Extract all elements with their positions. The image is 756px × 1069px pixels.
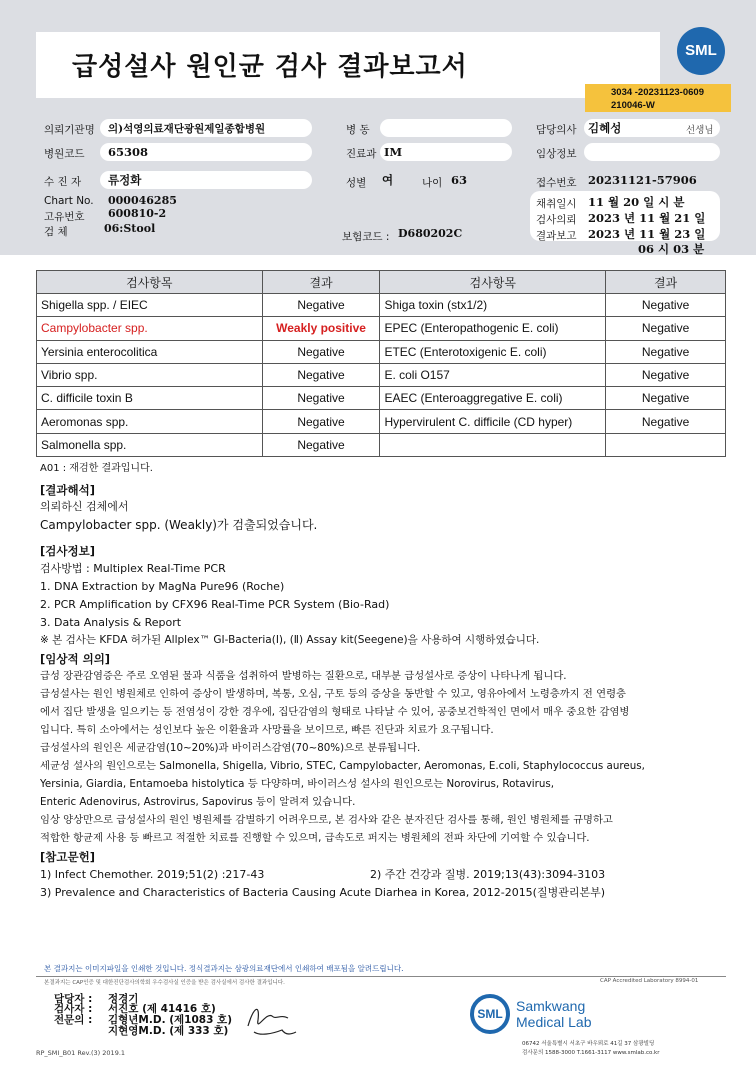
test-result: Negative [262,363,380,386]
table-row [37,363,726,386]
test-name: Shiga toxin (stx1/2) [380,294,606,317]
table-row [37,410,726,433]
sign-name-specialist-1: 김형년M.D. (제1083 호) [108,1014,232,1026]
document-code: RP_SMI_B01 Rev.(3) 2019.1 [36,1049,126,1057]
report-date-value: 2023 년 11 월 23 일 [588,227,706,241]
title-box [36,32,660,98]
test-method: 검사방법 : Multiplex Real-Time PCR [40,562,226,575]
specimen-value: 06:Stool [104,222,156,235]
clinical-line: 입니다. 특히 소아에서는 성인보다 높은 이환율과 사망률을 보이므로, 빠른 진단과 치료가 요구됩니다. [40,724,494,736]
handwritten-signature [244,1002,300,1040]
col-header-test: 검사항목 [37,271,263,294]
clinical-line: 적합한 항균제 사용 등 빠르고 적절한 치료를 진행할 수 있으며, 급속도로 퍼지는 병원체의 전파 차단에 기여할 수 있습니다. [40,832,590,844]
report-date-label: 결과보고 [536,230,577,242]
sign-label-manager: 담당자 : [54,993,93,1005]
test-info-heading: [검사정보] [40,544,95,558]
institution-value: 의)석영의료재단광원제일종합병원 [108,123,266,135]
dept-value: IM [384,145,403,159]
col-header-result: 결과 [262,271,380,294]
footer-cap-text: CAP Accredited Laboratory 8994-01 [600,978,699,984]
test-result: Negative [262,294,380,317]
references-heading: [참고문헌] [40,850,95,864]
sign-name-specialist-2: 지현영M.D. (제 333 호) [108,1025,229,1037]
reference-3: 3) Prevalence and Characteristics of Bacteria Causing Acute Diarhea in Korea, 2012-2015(질병관리본부) [40,886,606,899]
hospital-code-label: 병원코드 [44,148,85,160]
test-result: Negative [262,340,380,363]
table-row [37,317,726,340]
test-result: Negative [606,294,726,317]
test-name: ETEC (Enterotoxigenic E. coli) [380,340,606,363]
specimen-label: 검 체 [44,226,68,238]
sign-name-tester: 서진호 (제 41416 호) [108,1003,216,1015]
insurance-value: D680202C [398,227,463,240]
sign-label-specialist: 전문의 : [54,1014,93,1026]
clinical-box [584,143,720,161]
insurance-label: 보험코드 : [342,231,390,243]
table-header-row [37,271,726,294]
lab-name-line-2: Medical Lab [516,1014,592,1030]
col-header-result: 결과 [606,271,726,294]
institution-label: 의뢰기관명 [44,124,95,136]
sml-logo: SML [677,27,725,75]
collect-value: 11 월 20 일 시 분 [588,195,685,209]
receipt-value: 20231121-57906 [588,173,697,187]
test-name: EAEC (Enteroaggregative E. coli) [380,387,606,410]
col-header-test: 검사항목 [380,271,606,294]
test-result: Negative [606,363,726,386]
collect-label: 채취일시 [536,198,577,210]
age-label: 나이 [422,177,443,189]
table-row [37,340,726,363]
test-name: Vibrio spp. [37,363,263,386]
test-name: EPEC (Enteropathogenic E. coli) [380,317,606,340]
patient-value: 류정화 [108,173,142,187]
ward-label: 병 동 [346,124,370,136]
test-name: Shigella spp. / EIEC [37,294,263,317]
interpretation-line-2: Campylobacter spp. (Weakly)가 검출되었습니다. [40,518,318,532]
test-result: Negative [606,410,726,433]
patient-label: 수 진 자 [44,176,82,188]
sign-label-tester: 검사자 : [54,1003,93,1015]
footer-divider [36,976,726,977]
request-value: 2023 년 11 월 21 일 [588,211,706,225]
test-result: Negative [262,387,380,410]
report-time-value: 06 시 03 분 [638,242,705,256]
test-name: Salmonella spp. [37,433,263,456]
test-name: E. coli O157 [380,363,606,386]
sex-label: 성별 [346,177,367,189]
clinical-line: 급성설사의 원인은 세균감염(10~20%)과 바이러스감염(70~80%)으로 분류됩니다. [40,742,421,754]
lab-name-line-1: Samkwang [516,998,586,1014]
age-value: 63 [451,173,468,187]
test-step-2: 2. PCR Amplification by CFX96 Real-Time PCR System (Bio-Rad) [40,598,390,611]
request-label: 검사의뢰 [536,214,577,226]
test-result: Negative [262,410,380,433]
test-name: Yersinia enterocolitica [37,340,263,363]
clinical-line: 급성 장관감염증은 주로 오염된 물과 식품을 섭취하여 발병하는 질환으로, 대부분 급성설사로 증상이 나타나게 됩니다. [40,670,567,682]
id-label: 고유번호 [44,211,85,223]
id-value: 600810-2 [108,207,167,220]
test-result [606,433,726,456]
test-result: Negative [262,433,380,456]
clinical-line: 임상 양상만으로 급성설사의 원인 병원체를 감별하기 어려우므로, 본 검사와 같은 분자진단 검사를 통해, 원인 병원체를 규명하고 [40,814,613,826]
table-row [37,433,726,456]
recheck-note: A01 : 재검한 결과입니다. [40,463,153,474]
test-name: Aeromonas spp. [37,410,263,433]
test-step-3: 3. Data Analysis & Report [40,616,182,629]
test-name: Campylobacter spp. [37,317,263,340]
table-row [37,294,726,317]
clinical-heading: [임상적 의의] [40,652,111,666]
test-result-positive: Weakly positive [262,317,380,340]
dept-label: 진료과 [346,148,377,160]
hospital-code-value: 65308 [108,145,149,159]
clinical-line: 급성설사는 원인 병원체로 인하여 증상이 발생하며, 복통, 오심, 구토 등의 증상을 동반할 수 있고, 영유아에서 노령층까지 전 연령층 [40,688,626,700]
chart-value: 000046285 [108,194,177,207]
report-title: 급성설사 원인균 검사 결과보고서 [72,52,468,82]
clinical-line: 에서 집단 발생을 일으키는 등 전염성이 강한 경우에, 집단감염의 형태로 나타날 수 있어, 공중보건학적인 면에서 매우 중요한 감염병 [40,706,630,718]
interpretation-line-1: 의뢰하신 검체에서 [40,500,129,513]
test-name: C. difficile toxin B [37,387,263,410]
clinical-line: 세균성 설사의 원인으로는 Salmonella, Shigella, Vibrio, STEC, Campylobacter, Aeromonas, E.coli, Staphylococcus aureus, [40,760,645,772]
reference-2: 2) 주간 건강과 질병. 2019;13(43):3094-3103 [370,868,606,881]
doctor-value: 김혜성 [588,121,622,135]
lab-contact: 검사문의 1588-3000 T.1661-3117 www.smlab.co.kr [522,1050,660,1056]
test-step-1: 1. DNA Extraction by MagNa Pure96 (Roche) [40,580,285,593]
results-table [36,270,726,457]
lab-address: 06742 서울특별시 서초구 바우뫼로 41길 37 삼광빌딩 [522,1041,655,1047]
test-name [380,433,606,456]
lab-name [516,998,592,1030]
chart-label: Chart No. [44,195,94,207]
sml-footer-logo: SML [470,994,510,1034]
footer-cert-text: 본결과지는 CAP인증 및 대한진단검사의학회 우수검사실 인증을 받은 검사실에서 검사한 결과입니다. [44,980,285,986]
test-result: Negative [606,387,726,410]
sign-name-manager: 정경기 [108,993,139,1005]
kit-note: ※ 본 검사는 KFDA 허가된 Allplex™ GI-Bacteria(Ⅰ), (Ⅱ) Assay kit(Seegene)을 사용하여 시행하였습니다. [40,634,540,646]
test-result: Negative [606,317,726,340]
sex-value: 여 [382,173,394,187]
clinical-line: Yersinia, Giardia, Entamoeba histolytica 등 다양하며, 바이러스성 설사의 원인으로는 Norovirus, Rotavirus, [40,778,555,790]
doctor-suffix: 선생님 [686,125,714,136]
test-result: Negative [606,340,726,363]
table-row [37,387,726,410]
doctor-label: 담당의사 [536,124,577,136]
footer-notice: 본 결과지는 이미지파일을 인쇄한 것입니다. 정식결과지는 삼광의료재단에서 인쇄하여 배포됨을 알려드립니다. [44,964,404,973]
ward-box [380,119,512,137]
clinical-line: Enteric Adenovirus, Astrovirus, Sapovirus 등이 알려져 있습니다. [40,796,356,808]
interpretation-heading: [결과해석] [40,483,95,497]
test-name: Hypervirulent C. difficile (CD hyper) [380,410,606,433]
reference-1: 1) Infect Chemother. 2019;51(2) :217-43 [40,868,265,881]
clinical-label: 임상정보 [536,148,577,160]
report-number: 3034 -20231123-0609 210046-W [585,84,731,112]
receipt-label: 접수번호 [536,177,577,189]
